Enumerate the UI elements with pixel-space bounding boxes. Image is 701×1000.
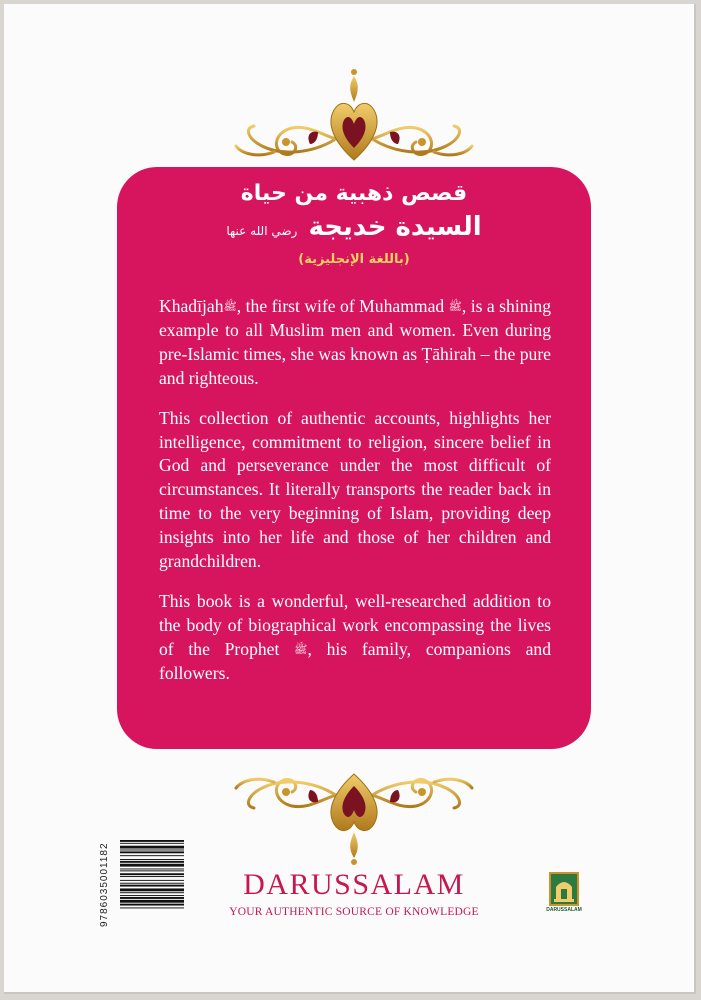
- honorific-glyph-icon: ﷺ: [294, 642, 308, 656]
- arabic-title-line2: [117, 209, 591, 249]
- p3-text-a: This book is a wonderful, well-researched addition to the body of biographical work encompassing the lives of the Prophet: [159, 590, 551, 659]
- p3-text-b: , his family, companions and followers.: [159, 638, 551, 683]
- barcode-icon: [120, 838, 184, 932]
- honorific-glyph-icon: ﷺ: [448, 300, 462, 313]
- publisher-logo-icon: [544, 869, 584, 907]
- arabic-title-line1: قصص ذهبية من حياة: [240, 181, 468, 206]
- publisher-tagline: YOUR AUTHENTIC SOURCE OF KNOWLEDGE: [229, 906, 479, 918]
- isbn-number: 9786035001182: [99, 842, 110, 928]
- logo-label: DARUSSALAM: [546, 907, 582, 913]
- arabic-title-block: [117, 179, 591, 271]
- honorific-glyph-icon: ﷺ: [223, 300, 237, 313]
- publisher-logo: [544, 869, 584, 919]
- paragraph-2: This collection of authentic accounts, highlights her intelligence, commitment to religion, sincere belief in God and perseverance under the most difficult of circumstances. It literally transports the reader back in time to the very beginning of Islam, providing deep insights into her life and those of her children and grandchildren.: [159, 407, 551, 572]
- bottom-ornament-icon: [214, 762, 494, 872]
- arabic-subtitle: (باللغة الإنجليزية): [298, 252, 410, 267]
- top-ornament-icon: [214, 62, 494, 172]
- paragraph-3: [159, 590, 551, 686]
- arabic-title-name: السيدة خديجة: [308, 212, 482, 242]
- publisher-name: DARUSSALAM: [243, 868, 465, 901]
- publisher-brand: [209, 868, 499, 918]
- p1-text-a: Khadījah: [159, 296, 224, 316]
- p1-text-b: , the first wife of Muhammad: [236, 296, 445, 316]
- p1-text-c: , is a shining example to all Muslim men and women. Even during pre-Islamic times, she was known as Ṭāhirah – the pure and righteous.: [159, 296, 551, 388]
- description-text: [159, 295, 551, 702]
- arabic-honorific: رضي الله عنها: [226, 224, 298, 238]
- book-back-cover: [4, 4, 696, 994]
- paragraph-1: [159, 295, 551, 391]
- description-panel: [117, 167, 591, 749]
